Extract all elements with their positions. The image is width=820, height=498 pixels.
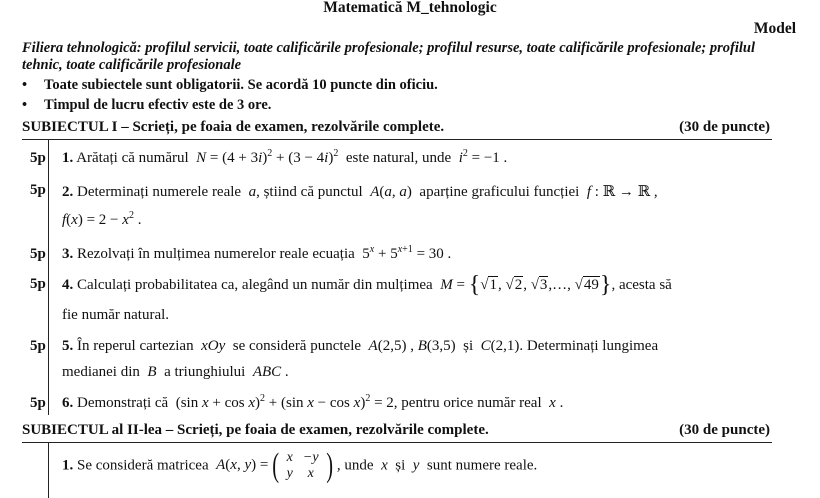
formula: A(2,5) , B(3,5)	[368, 338, 460, 354]
item-points: 5p	[30, 338, 46, 354]
item-points: 5p	[30, 395, 46, 411]
section-heading-1: SUBIECTUL I – Scrieți, pe foaia de examen, rezolvările complete. (30 de puncte)	[22, 119, 770, 135]
formula: $i^2 = -1$ .	[458, 148, 508, 166]
item-points: 5p	[30, 182, 46, 198]
exercise-5-continuation: medianei din B a triunghiului ABC .	[62, 364, 289, 380]
section-heading-2: SUBIECTUL al II-lea – Scrieți, pe foaia de examen, rezolvările complete. (30 de puncte)	[22, 422, 770, 438]
points-column-divider	[48, 443, 49, 498]
item-points: 5p	[30, 246, 46, 262]
exercise-6: 6. Demonstrați că (sin x + cos x)$^2$ + (sin x − cos x)$^2$ = 2, pentru orice număr real x .	[62, 393, 564, 411]
formula: y	[409, 457, 424, 474]
exercise-5: 5. În reperul cartezian xOy se consideră punctele A(2,5) , B(3,5) și C(2,1). Determinați lungimea	[62, 338, 659, 354]
formula: (sin x + cos x)$^2$ + (sin x − cos x)$^2$ = 2	[171, 393, 394, 411]
exercise-ii-1: 1. Se consideră matricea A(x, y) = ( x −y y x ) , unde x și y sunt numere reale.	[62, 447, 538, 484]
exercise-3: 3. Rezolvați în mulțimea numerelor reale ecuația $5^x + 5^{x+1} = 30$ .	[62, 244, 452, 262]
model-label: Model	[753, 20, 796, 37]
page-title: Matematică M_tehnologic	[323, 0, 497, 16]
exercise-4: 4. Calculați probabilitatea ca, alegând un număr din mulțimea M = {√1, √2, √3,…, √49}, acesta să	[62, 272, 672, 298]
points-column-divider	[48, 140, 49, 415]
formula: a	[244, 184, 257, 200]
exercise-2: 2. Determinați numerele reale a, știind că punctul A(a, a) aparține graficului funcției f : ℝ → ℝ ,	[62, 184, 658, 200]
bullet-item: • Toate subiectele sunt obligatorii. Se acordă 10 puncte din oficiu.	[22, 77, 438, 93]
formula: A(x, y) = ( x −y y x )	[216, 447, 333, 484]
bullet-icon: •	[22, 77, 28, 93]
formula: A(a, a)	[370, 184, 416, 200]
formula: x	[377, 457, 392, 474]
formula: M = {√1, √2, √3,…, √49}	[440, 272, 612, 298]
filiera-text: Filiera tehnologică: profilul servicii, toate calificările profesionale; profilul resurse, toate calificările profesionale; profilul tehnic, toate calificările profesionale	[22, 40, 756, 73]
item-points: 5p	[30, 276, 46, 292]
formula: f : ℝ → ℝ ,	[586, 184, 658, 200]
bullet-icon: •	[22, 97, 28, 113]
formula: ABC	[249, 364, 282, 380]
exercise-1: 1. Arătați că numărul $N = (4 + 3i)^2 + (3 - 4i)^2$ este natural, unde $i^2 = -1$ .	[62, 148, 508, 166]
section-rule	[22, 442, 772, 443]
bullet-item: • Timpul de lucru efectiv este de 3 ore.	[22, 97, 272, 113]
item-points: 5p	[30, 150, 46, 166]
formula: x	[545, 395, 556, 411]
formula: $f(x) = 2 - x^2$ .	[62, 210, 142, 228]
formula: xOy	[197, 338, 229, 354]
formula: C(2,1)	[480, 338, 520, 354]
formula: $5^x + 5^{x+1} = 30$ .	[358, 244, 452, 262]
formula: B	[143, 364, 161, 380]
formula: $N = (4 + 3i)^2 + (3 - 4i)^2$	[196, 148, 339, 166]
section-rule	[22, 139, 772, 140]
exercise-4-continuation: fie număr natural.	[62, 307, 170, 323]
